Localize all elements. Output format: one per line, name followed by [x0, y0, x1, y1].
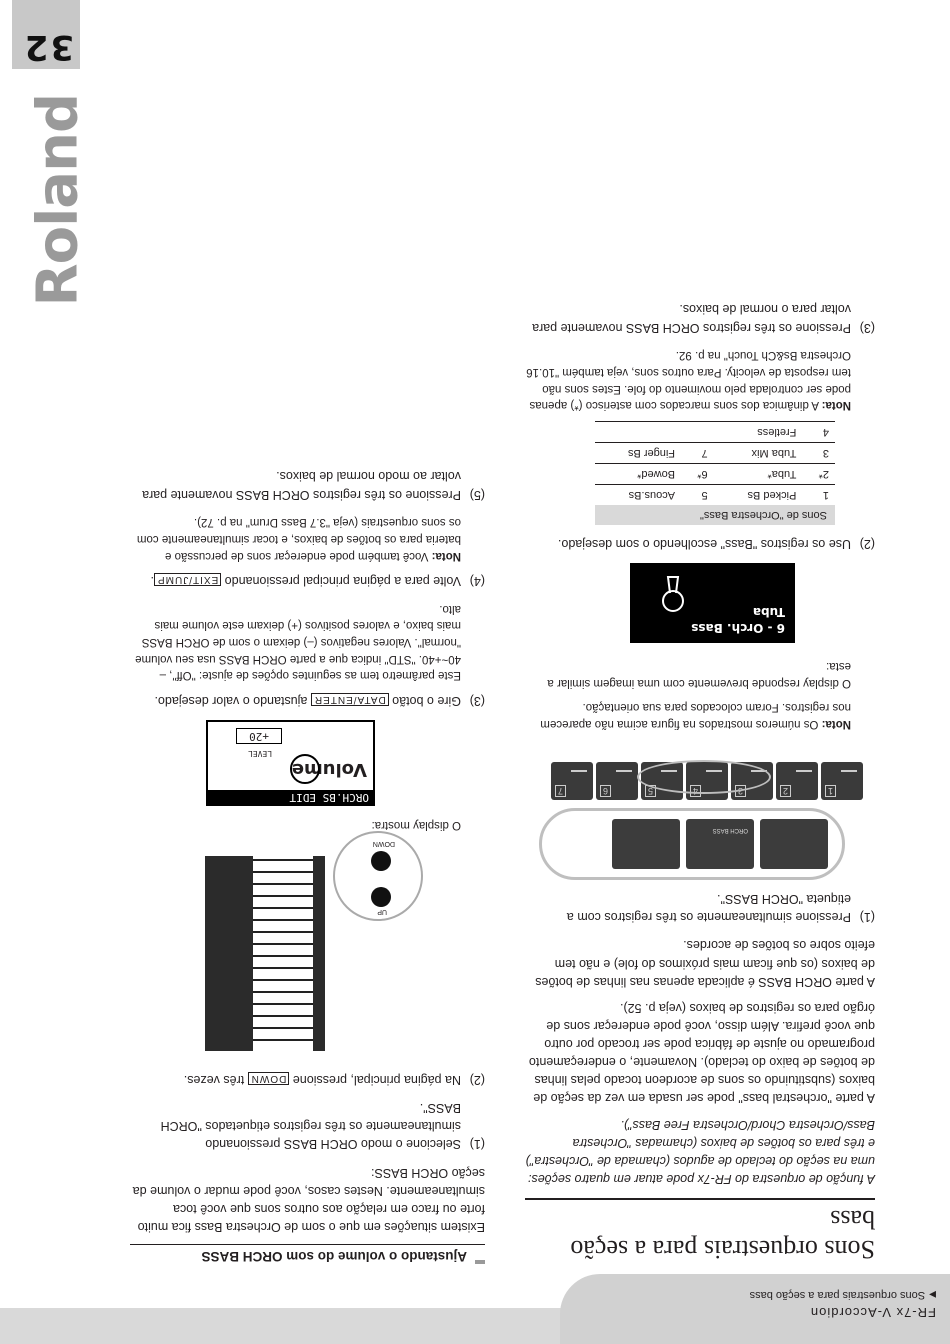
table-cell: 6*	[681, 464, 714, 485]
product-name: FR-7x V-Accordion	[809, 1305, 936, 1320]
lcd-title: ORCH.BS EDIT	[208, 790, 373, 804]
note-text: Você também pode endereçar sons de percussão e bateria para os botões de baixos, e tocar simultaneamente com os sons orquestrais (veja "3.7 Bass Drum" na p. 72).	[136, 516, 461, 562]
table-cell: 2*	[802, 464, 835, 485]
step-number: (2)	[859, 537, 875, 552]
register-button[interactable]	[551, 762, 593, 800]
step-text	[184, 1071, 461, 1090]
subsection-title	[130, 1244, 485, 1264]
step-text: Pressione os três registros ORCH BASS novamente para voltar para o normal de baixos.	[532, 302, 851, 335]
register-button-zoom	[686, 819, 754, 869]
table-cell: 1	[802, 485, 835, 506]
register-button[interactable]	[776, 762, 818, 800]
table-row	[595, 485, 835, 506]
table-cell: 4	[802, 422, 835, 443]
step-text-post: .	[150, 574, 154, 589]
down-label: DOWN	[372, 839, 395, 847]
tuba-icon	[658, 573, 688, 613]
table-row	[595, 443, 835, 464]
lcd-value: +20	[236, 728, 282, 744]
step-1	[525, 890, 875, 926]
step-number: (4)	[469, 574, 485, 589]
note	[130, 514, 461, 564]
button-number: 2	[780, 785, 791, 797]
table-cell: Picked Bs	[714, 485, 803, 506]
up-label: UP	[377, 907, 387, 915]
step-number: (1)	[859, 910, 875, 925]
step-4	[130, 572, 485, 591]
step-text-pre: Volte para a página principal pressionando	[224, 574, 461, 589]
highlight-ellipse	[637, 760, 771, 794]
step-text: Selecione o modo ORCH BASS pressionando simultaneamente os três registros etiquetados "ORCH BASS".	[160, 1101, 461, 1152]
table-cell: Fretless	[714, 422, 803, 443]
lcd-display-orch-bass	[630, 563, 795, 643]
button-number: 3	[735, 785, 746, 797]
register-buttons-figure	[533, 740, 863, 880]
note-label: Nota:	[821, 399, 851, 412]
table-row	[595, 464, 835, 485]
button-number: 6	[600, 785, 611, 797]
lcd-line-2: Tuba	[752, 605, 785, 620]
table-cell: 5	[681, 485, 714, 506]
table-cell: 7	[681, 443, 714, 464]
step-1	[130, 1099, 485, 1153]
button-number: 5	[645, 785, 656, 797]
table-cell: Tuba*	[714, 464, 803, 485]
down-button-label: DOWN	[248, 1072, 290, 1085]
note-text: Os números mostrados na figura acima não aparecem nos registros. Foram colocados para sua orientação.	[540, 701, 851, 731]
table-cell	[595, 422, 681, 443]
step-text	[154, 691, 461, 710]
table-row	[595, 422, 835, 443]
note	[525, 347, 851, 414]
display-shows: O display mostra:	[371, 818, 461, 831]
step-text: Use os registros "Bass" escolhendo o som desejado.	[557, 537, 851, 552]
left-column	[525, 300, 875, 1264]
paragraph: Existem situações em que o som de Orchestra Bass fica muito forte ou fraco em relação aos outros sons que você toca simultaneamente. Nestes casos, você pode mudar o volume da seção ORCH BASS:	[132, 1165, 485, 1234]
button-number: 7	[555, 785, 566, 797]
up-button[interactable]	[371, 887, 391, 907]
brand-logo: Roland	[25, 93, 91, 307]
register-button-zoom	[612, 819, 680, 869]
updown-zoom	[333, 831, 423, 921]
section-label: Sons orquestrais para a seção bass	[749, 1289, 926, 1301]
side-strip	[0, 0, 91, 1344]
section-title: Sons orquestrais para a seção bass	[525, 1198, 875, 1264]
paragraph: A parte ORCH BASS é aplicada apenas nas linhas de botões de baixos (os que ficam mais próximos do fole) e não tem efeito sobre os botões de acordes.	[535, 938, 875, 989]
right-column	[130, 467, 485, 1264]
register-button[interactable]	[821, 762, 863, 800]
step-text	[151, 572, 461, 591]
accordion-figure	[145, 841, 485, 1061]
step-text-post: ajustando o valor desejado.	[154, 693, 308, 708]
step-2	[525, 535, 875, 553]
exit-jump-button-label: EXIT/JUMP	[154, 573, 221, 586]
triangle-icon: ▶	[929, 1290, 936, 1300]
step-number: (1)	[469, 1137, 485, 1152]
lcd-display-volume	[206, 720, 375, 806]
step-3	[525, 300, 875, 336]
orchestra-bass-table	[595, 421, 835, 525]
button-number: 4	[690, 785, 701, 797]
paragraph: A parte "orchestral bass" pode ser usada em vez da seção de baixos (substituindo os sons de acordeon tocado pelas linhas de botões de baixo do teclado). Novamente, o endereçamento programado no ajuste de fábrica pode ser trocado por outro que você prefira. Além disso, você pode endereçar sons de órgão para os registros de baixos (veja p. 52).	[528, 1000, 875, 1106]
table-header: Sons de "Orchestra Bass"	[595, 505, 835, 525]
lcd-param: Volume	[291, 758, 367, 780]
step-text: Pressione simultaneamente os três registros com a etiqueta "ORCH BASS".	[566, 892, 851, 925]
button-number: 1	[825, 785, 836, 797]
table-cell	[681, 422, 714, 443]
step-text-post: três vezes.	[183, 1073, 245, 1088]
table-cell: Finger Bs	[595, 443, 681, 464]
table-cell: Tuba Mix	[714, 443, 803, 464]
note-text: A dinâmica dos sons marcados com asterisco (*) apenas pode ser controlada pelo movimento do fole. Estes sons não tem resposta de velocity. Para outros sons, veja também "10.16 Orchestra Bs&Ch Touch" na p. 92.	[526, 349, 851, 412]
section-name	[750, 1289, 936, 1301]
step-text: Pressione os três registros ORCH BASS novamente para voltar ao modo normal de baixos.	[142, 469, 461, 502]
table-cell: 3	[802, 443, 835, 464]
page-number: 32	[22, 27, 74, 67]
subsection-title-text: Ajustando o volume do som ORCH BASS	[201, 1249, 467, 1264]
step-2	[130, 1071, 485, 1090]
note-label: Nota:	[431, 549, 461, 562]
step-number: (3)	[469, 693, 485, 708]
step-3	[130, 691, 485, 710]
step-number: (3)	[859, 320, 875, 335]
step-3-detail: Este parâmetro tem as seguintes opções de ajuste: "Off", –40~+40. "STD" indica que a parte ORCH BASS usa seu volume "normal". Valores negativos (–) deixam o som de ORCH BASS mais baixo, e valores positivos (+) deixam este volume mais alto.	[135, 602, 461, 682]
down-button[interactable]	[371, 851, 391, 871]
step-5	[130, 467, 485, 503]
step-text-pre: Na página principal, pressione	[292, 1073, 461, 1088]
lcd-level-label: LEVEL	[248, 748, 273, 758]
step-number: (5)	[469, 487, 485, 502]
zoom-bubble	[539, 808, 845, 880]
lcd-line-1: 6 - Orch. Bass	[691, 621, 785, 636]
button-label: ORCH BASS	[712, 827, 748, 834]
note-label: Nota:	[821, 718, 851, 731]
accordion-keyboard	[253, 856, 313, 1051]
table-cell: Bowed*	[595, 464, 681, 485]
table-cell: Acous.Bs	[595, 485, 681, 506]
knob-icon	[290, 754, 320, 784]
display-intro: O display responde brevemente com uma imagem similar a esta:	[547, 660, 851, 689]
step-number: (2)	[469, 1073, 485, 1088]
intro-text: A função de orquestra do FR-7x pode atuar em quatro seções: uma na seção do teclado de agudos (chamada de "Orchestra") e três para os botões de baixos (chamadas "Orchestra Bass/Orchestra Chord/Orchestra Free Bass").	[525, 1117, 875, 1186]
header-tab	[560, 1274, 950, 1344]
heading-marker	[475, 1260, 485, 1264]
register-button-zoom	[760, 819, 828, 869]
register-button[interactable]	[596, 762, 638, 800]
note	[525, 699, 851, 732]
step-text-pre: Gire o botão	[392, 693, 461, 708]
data-enter-button-label: DATA/ENTER	[311, 693, 389, 706]
